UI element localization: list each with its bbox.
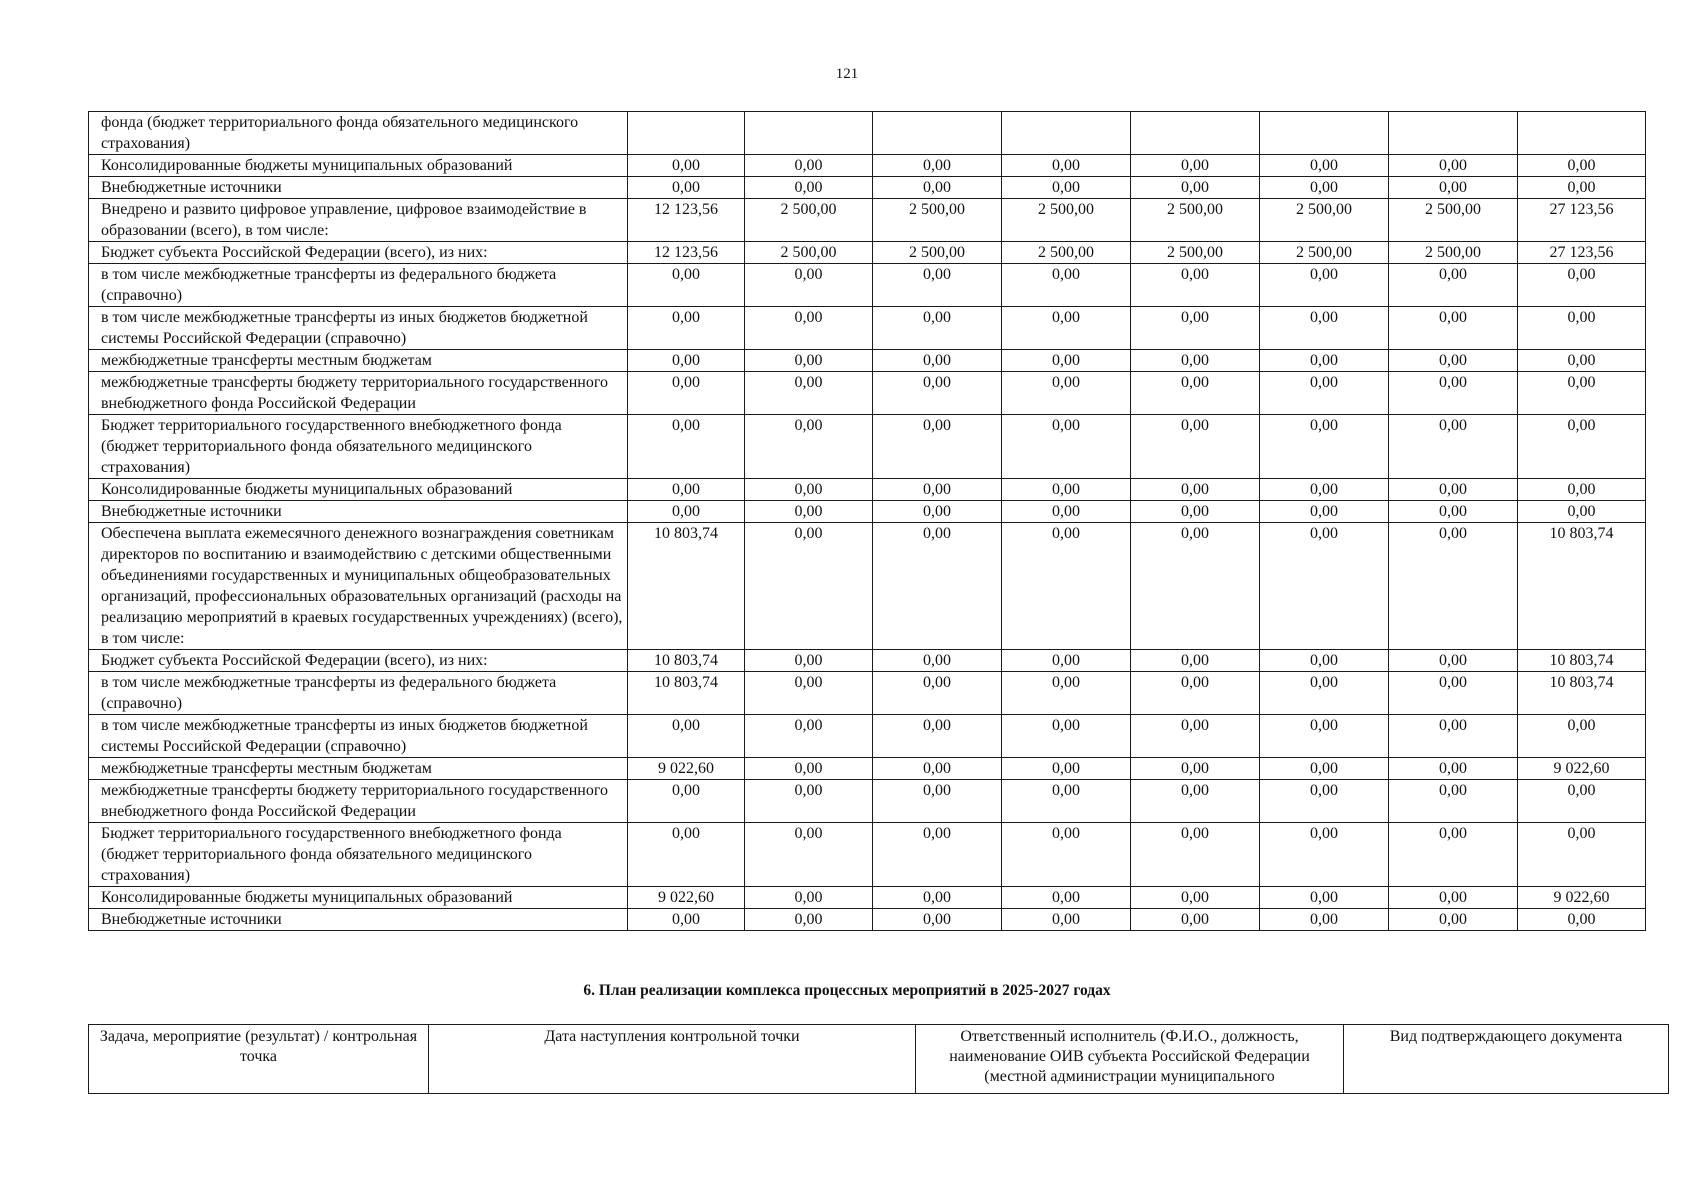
value-cell: 0,00 bbox=[745, 415, 873, 479]
value-cell: 10 803,74 bbox=[628, 650, 745, 672]
value-cell bbox=[1389, 112, 1518, 155]
value-cell: 0,00 bbox=[1260, 823, 1389, 887]
value-cell: 0,00 bbox=[745, 372, 873, 415]
value-cell: 0,00 bbox=[873, 264, 1002, 307]
value-cell: 0,00 bbox=[873, 909, 1002, 931]
value-cell: 0,00 bbox=[1260, 501, 1389, 523]
value-cell: 2 500,00 bbox=[1260, 199, 1389, 242]
value-cell: 0,00 bbox=[1389, 415, 1518, 479]
table-row bbox=[89, 415, 1646, 479]
value-cell: 0,00 bbox=[1002, 758, 1131, 780]
value-cell: 0,00 bbox=[1389, 155, 1518, 177]
value-cell: 0,00 bbox=[745, 909, 873, 931]
value-cell: 0,00 bbox=[745, 501, 873, 523]
value-cell: 0,00 bbox=[628, 715, 745, 758]
row-label: Консолидированные бюджеты муниципальных образований bbox=[89, 155, 628, 177]
table-row bbox=[89, 672, 1646, 715]
value-cell: 0,00 bbox=[1131, 780, 1260, 823]
table-row bbox=[89, 155, 1646, 177]
value-cell: 0,00 bbox=[628, 909, 745, 931]
value-cell: 0,00 bbox=[1260, 177, 1389, 199]
value-cell: 0,00 bbox=[1389, 523, 1518, 650]
value-cell bbox=[873, 112, 1002, 155]
value-cell: 0,00 bbox=[1389, 501, 1518, 523]
value-cell: 0,00 bbox=[628, 155, 745, 177]
value-cell: 0,00 bbox=[1389, 758, 1518, 780]
value-cell: 2 500,00 bbox=[745, 242, 873, 264]
header-document-type: Вид подтверждающего документа bbox=[1344, 1025, 1669, 1094]
value-cell: 0,00 bbox=[1260, 479, 1389, 501]
value-cell: 2 500,00 bbox=[873, 199, 1002, 242]
value-cell: 0,00 bbox=[1389, 350, 1518, 372]
value-cell: 2 500,00 bbox=[1131, 242, 1260, 264]
value-cell: 0,00 bbox=[1131, 307, 1260, 350]
value-cell: 0,00 bbox=[1131, 758, 1260, 780]
value-cell bbox=[628, 112, 745, 155]
value-cell: 0,00 bbox=[1260, 909, 1389, 931]
value-cell: 0,00 bbox=[1002, 501, 1131, 523]
value-cell: 0,00 bbox=[745, 672, 873, 715]
value-cell: 0,00 bbox=[628, 264, 745, 307]
value-cell: 10 803,74 bbox=[1518, 650, 1646, 672]
value-cell: 9 022,60 bbox=[628, 887, 745, 909]
value-cell bbox=[1131, 112, 1260, 155]
value-cell: 0,00 bbox=[1260, 650, 1389, 672]
value-cell: 0,00 bbox=[1518, 350, 1646, 372]
value-cell: 0,00 bbox=[1260, 350, 1389, 372]
value-cell: 0,00 bbox=[1260, 415, 1389, 479]
value-cell: 9 022,60 bbox=[628, 758, 745, 780]
table-row bbox=[89, 350, 1646, 372]
value-cell: 0,00 bbox=[628, 350, 745, 372]
value-cell: 0,00 bbox=[1002, 264, 1131, 307]
value-cell: 27 123,56 bbox=[1518, 242, 1646, 264]
row-label: в том числе межбюджетные трансферты из федерального бюджета (справочно) bbox=[89, 672, 628, 715]
value-cell: 0,00 bbox=[1260, 155, 1389, 177]
value-cell: 0,00 bbox=[745, 523, 873, 650]
table-row bbox=[89, 479, 1646, 501]
value-cell: 0,00 bbox=[1002, 155, 1131, 177]
value-cell bbox=[745, 112, 873, 155]
row-label: Бюджет территориального государственного внебюджетного фонда (бюджет территориального фонда обязательного медицинского страхования) bbox=[89, 415, 628, 479]
value-cell: 27 123,56 bbox=[1518, 199, 1646, 242]
value-cell: 0,00 bbox=[1002, 909, 1131, 931]
value-cell: 10 803,74 bbox=[628, 523, 745, 650]
value-cell: 2 500,00 bbox=[1260, 242, 1389, 264]
value-cell: 0,00 bbox=[1131, 501, 1260, 523]
value-cell: 0,00 bbox=[1002, 672, 1131, 715]
value-cell: 0,00 bbox=[1518, 177, 1646, 199]
value-cell: 0,00 bbox=[1518, 501, 1646, 523]
header-control-date: Дата наступления контрольной точки bbox=[429, 1025, 916, 1094]
value-cell: 0,00 bbox=[873, 155, 1002, 177]
row-label: Бюджет субъекта Российской Федерации (всего), из них: bbox=[89, 650, 628, 672]
row-label: Бюджет территориального государственного внебюджетного фонда (бюджет территориального фонда обязательного медицинского страхования) bbox=[89, 823, 628, 887]
value-cell: 0,00 bbox=[1002, 372, 1131, 415]
value-cell: 0,00 bbox=[873, 650, 1002, 672]
value-cell: 0,00 bbox=[1389, 780, 1518, 823]
value-cell bbox=[1518, 112, 1646, 155]
value-cell: 0,00 bbox=[745, 823, 873, 887]
value-cell: 0,00 bbox=[1389, 650, 1518, 672]
plan-table bbox=[88, 1024, 1669, 1094]
table-row bbox=[89, 887, 1646, 909]
value-cell: 0,00 bbox=[873, 501, 1002, 523]
value-cell: 0,00 bbox=[1002, 650, 1131, 672]
row-label: Консолидированные бюджеты муниципальных образований bbox=[89, 887, 628, 909]
value-cell: 0,00 bbox=[1389, 672, 1518, 715]
table-row bbox=[89, 501, 1646, 523]
value-cell: 0,00 bbox=[873, 780, 1002, 823]
value-cell: 0,00 bbox=[1131, 909, 1260, 931]
row-label: Внебюджетные источники bbox=[89, 177, 628, 199]
value-cell: 0,00 bbox=[745, 155, 873, 177]
section-title: 6. План реализации комплекса процессных мероприятий в 2025-2027 годах bbox=[583, 982, 1111, 999]
value-cell: 2 500,00 bbox=[1002, 199, 1131, 242]
value-cell: 0,00 bbox=[745, 350, 873, 372]
value-cell: 0,00 bbox=[1389, 372, 1518, 415]
table-row bbox=[89, 372, 1646, 415]
row-label: Внебюджетные источники bbox=[89, 909, 628, 931]
value-cell: 0,00 bbox=[873, 758, 1002, 780]
value-cell: 0,00 bbox=[1260, 264, 1389, 307]
table-row bbox=[89, 264, 1646, 307]
value-cell: 0,00 bbox=[745, 307, 873, 350]
value-cell: 0,00 bbox=[745, 887, 873, 909]
table-row bbox=[89, 715, 1646, 758]
value-cell: 0,00 bbox=[1002, 715, 1131, 758]
value-cell: 0,00 bbox=[628, 372, 745, 415]
value-cell: 0,00 bbox=[1131, 372, 1260, 415]
value-cell: 0,00 bbox=[873, 887, 1002, 909]
table-row bbox=[89, 523, 1646, 650]
value-cell: 0,00 bbox=[1131, 177, 1260, 199]
row-label: Обеспечена выплата ежемесячного денежного вознаграждения советникам директоров по воспитанию и взаимодействию с детскими общественными объединениями государственных и муниципальных общеобразовательных организаций, профессиональных образовательных организаций (расходы на реализацию мероприятий в краевых государственных учреждениях) (всего), в том числе: bbox=[89, 523, 628, 650]
value-cell: 0,00 bbox=[1389, 307, 1518, 350]
value-cell: 2 500,00 bbox=[873, 242, 1002, 264]
value-cell: 0,00 bbox=[628, 780, 745, 823]
table-row bbox=[89, 177, 1646, 199]
value-cell: 0,00 bbox=[1389, 177, 1518, 199]
value-cell: 0,00 bbox=[1002, 479, 1131, 501]
value-cell: 0,00 bbox=[1260, 780, 1389, 823]
value-cell: 0,00 bbox=[1131, 887, 1260, 909]
value-cell: 0,00 bbox=[745, 264, 873, 307]
value-cell: 9 022,60 bbox=[1518, 887, 1646, 909]
value-cell: 0,00 bbox=[1131, 155, 1260, 177]
value-cell: 12 123,56 bbox=[628, 242, 745, 264]
value-cell: 0,00 bbox=[745, 177, 873, 199]
row-label: Бюджет субъекта Российской Федерации (всего), из них: bbox=[89, 242, 628, 264]
value-cell: 0,00 bbox=[873, 479, 1002, 501]
value-cell: 0,00 bbox=[1002, 823, 1131, 887]
value-cell: 0,00 bbox=[1002, 307, 1131, 350]
row-label: в том числе межбюджетные трансферты из иных бюджетов бюджетной системы Российской Федерации (справочно) bbox=[89, 715, 628, 758]
value-cell: 0,00 bbox=[1389, 479, 1518, 501]
row-label: межбюджетные трансферты местным бюджетам bbox=[89, 758, 628, 780]
value-cell bbox=[1260, 112, 1389, 155]
value-cell: 0,00 bbox=[1518, 715, 1646, 758]
value-cell: 0,00 bbox=[745, 650, 873, 672]
value-cell: 0,00 bbox=[628, 479, 745, 501]
value-cell: 0,00 bbox=[1518, 415, 1646, 479]
value-cell: 0,00 bbox=[1518, 780, 1646, 823]
row-label: в том числе межбюджетные трансферты из федерального бюджета (справочно) bbox=[89, 264, 628, 307]
value-cell: 12 123,56 bbox=[628, 199, 745, 242]
value-cell: 0,00 bbox=[1518, 372, 1646, 415]
value-cell: 0,00 bbox=[745, 758, 873, 780]
row-label: Консолидированные бюджеты муниципальных образований bbox=[89, 479, 628, 501]
header-responsible: Ответственный исполнитель (Ф.И.О., должность, наименование ОИВ субъекта Российской Федерации (местной администрации муниципального bbox=[916, 1025, 1344, 1094]
value-cell: 0,00 bbox=[1002, 887, 1131, 909]
value-cell: 2 500,00 bbox=[1389, 199, 1518, 242]
value-cell: 0,00 bbox=[1260, 715, 1389, 758]
value-cell: 0,00 bbox=[628, 823, 745, 887]
value-cell: 0,00 bbox=[1002, 350, 1131, 372]
value-cell: 0,00 bbox=[1131, 264, 1260, 307]
value-cell: 0,00 bbox=[873, 350, 1002, 372]
page-number: 121 bbox=[835, 66, 859, 82]
table-row bbox=[89, 307, 1646, 350]
value-cell: 0,00 bbox=[1131, 415, 1260, 479]
value-cell: 0,00 bbox=[745, 780, 873, 823]
row-label: Внедрено и развито цифровое управление, цифровое взаимодействие в образовании (всего), в том числе: bbox=[89, 199, 628, 242]
value-cell: 2 500,00 bbox=[745, 199, 873, 242]
value-cell: 0,00 bbox=[1260, 372, 1389, 415]
value-cell: 0,00 bbox=[1002, 415, 1131, 479]
value-cell: 0,00 bbox=[873, 672, 1002, 715]
value-cell: 0,00 bbox=[1260, 887, 1389, 909]
value-cell: 0,00 bbox=[1260, 523, 1389, 650]
financing-table-body bbox=[89, 112, 1646, 931]
value-cell: 2 500,00 bbox=[1002, 242, 1131, 264]
value-cell: 0,00 bbox=[1389, 264, 1518, 307]
value-cell: 0,00 bbox=[1002, 523, 1131, 650]
table-row bbox=[89, 650, 1646, 672]
row-label: межбюджетные трансферты местным бюджетам bbox=[89, 350, 628, 372]
table-row bbox=[89, 112, 1646, 155]
table-row bbox=[89, 242, 1646, 264]
value-cell: 0,00 bbox=[1518, 155, 1646, 177]
row-label: межбюджетные трансферты бюджету территориального государственного внебюджетного фонда Российской Федерации bbox=[89, 780, 628, 823]
value-cell: 0,00 bbox=[1131, 523, 1260, 650]
value-cell: 0,00 bbox=[873, 372, 1002, 415]
value-cell: 10 803,74 bbox=[1518, 672, 1646, 715]
value-cell: 0,00 bbox=[1518, 307, 1646, 350]
value-cell: 0,00 bbox=[628, 415, 745, 479]
value-cell: 0,00 bbox=[1002, 177, 1131, 199]
value-cell: 10 803,74 bbox=[1518, 523, 1646, 650]
value-cell: 0,00 bbox=[1131, 672, 1260, 715]
value-cell: 0,00 bbox=[1260, 758, 1389, 780]
value-cell: 0,00 bbox=[1518, 264, 1646, 307]
value-cell: 0,00 bbox=[1131, 650, 1260, 672]
table-row bbox=[89, 780, 1646, 823]
value-cell: 0,00 bbox=[745, 479, 873, 501]
value-cell: 0,00 bbox=[1131, 823, 1260, 887]
value-cell: 0,00 bbox=[873, 177, 1002, 199]
value-cell: 0,00 bbox=[1131, 350, 1260, 372]
row-label: в том числе межбюджетные трансферты из иных бюджетов бюджетной системы Российской Федерации (справочно) bbox=[89, 307, 628, 350]
value-cell bbox=[1002, 112, 1131, 155]
header-task: Задача, мероприятие (результат) / контрольная точка bbox=[89, 1025, 429, 1094]
value-cell: 0,00 bbox=[1389, 909, 1518, 931]
value-cell: 9 022,60 bbox=[1518, 758, 1646, 780]
value-cell: 0,00 bbox=[1260, 672, 1389, 715]
financing-table bbox=[88, 111, 1646, 931]
row-label: межбюджетные трансферты бюджету территориального государственного внебюджетного фонда Российской Федерации bbox=[89, 372, 628, 415]
value-cell: 0,00 bbox=[1389, 823, 1518, 887]
row-label: Внебюджетные источники bbox=[89, 501, 628, 523]
value-cell: 0,00 bbox=[873, 307, 1002, 350]
value-cell: 0,00 bbox=[628, 177, 745, 199]
table-row bbox=[89, 199, 1646, 242]
value-cell: 2 500,00 bbox=[1389, 242, 1518, 264]
value-cell: 0,00 bbox=[1389, 715, 1518, 758]
value-cell: 0,00 bbox=[1131, 479, 1260, 501]
value-cell: 0,00 bbox=[628, 307, 745, 350]
value-cell: 2 500,00 bbox=[1131, 199, 1260, 242]
value-cell: 0,00 bbox=[1389, 887, 1518, 909]
value-cell: 10 803,74 bbox=[628, 672, 745, 715]
plan-table-header-row bbox=[89, 1025, 1669, 1094]
value-cell: 0,00 bbox=[873, 415, 1002, 479]
value-cell: 0,00 bbox=[1518, 479, 1646, 501]
value-cell: 0,00 bbox=[873, 823, 1002, 887]
row-label: фонда (бюджет территориального фонда обязательного медицинского страхования) bbox=[89, 112, 628, 155]
value-cell: 0,00 bbox=[1518, 823, 1646, 887]
value-cell: 0,00 bbox=[873, 715, 1002, 758]
table-row bbox=[89, 909, 1646, 931]
value-cell: 0,00 bbox=[873, 523, 1002, 650]
table-row bbox=[89, 823, 1646, 887]
value-cell: 0,00 bbox=[745, 715, 873, 758]
value-cell: 0,00 bbox=[1002, 780, 1131, 823]
value-cell: 0,00 bbox=[628, 501, 745, 523]
value-cell: 0,00 bbox=[1131, 715, 1260, 758]
value-cell: 0,00 bbox=[1260, 307, 1389, 350]
value-cell: 0,00 bbox=[1518, 909, 1646, 931]
table-row bbox=[89, 758, 1646, 780]
